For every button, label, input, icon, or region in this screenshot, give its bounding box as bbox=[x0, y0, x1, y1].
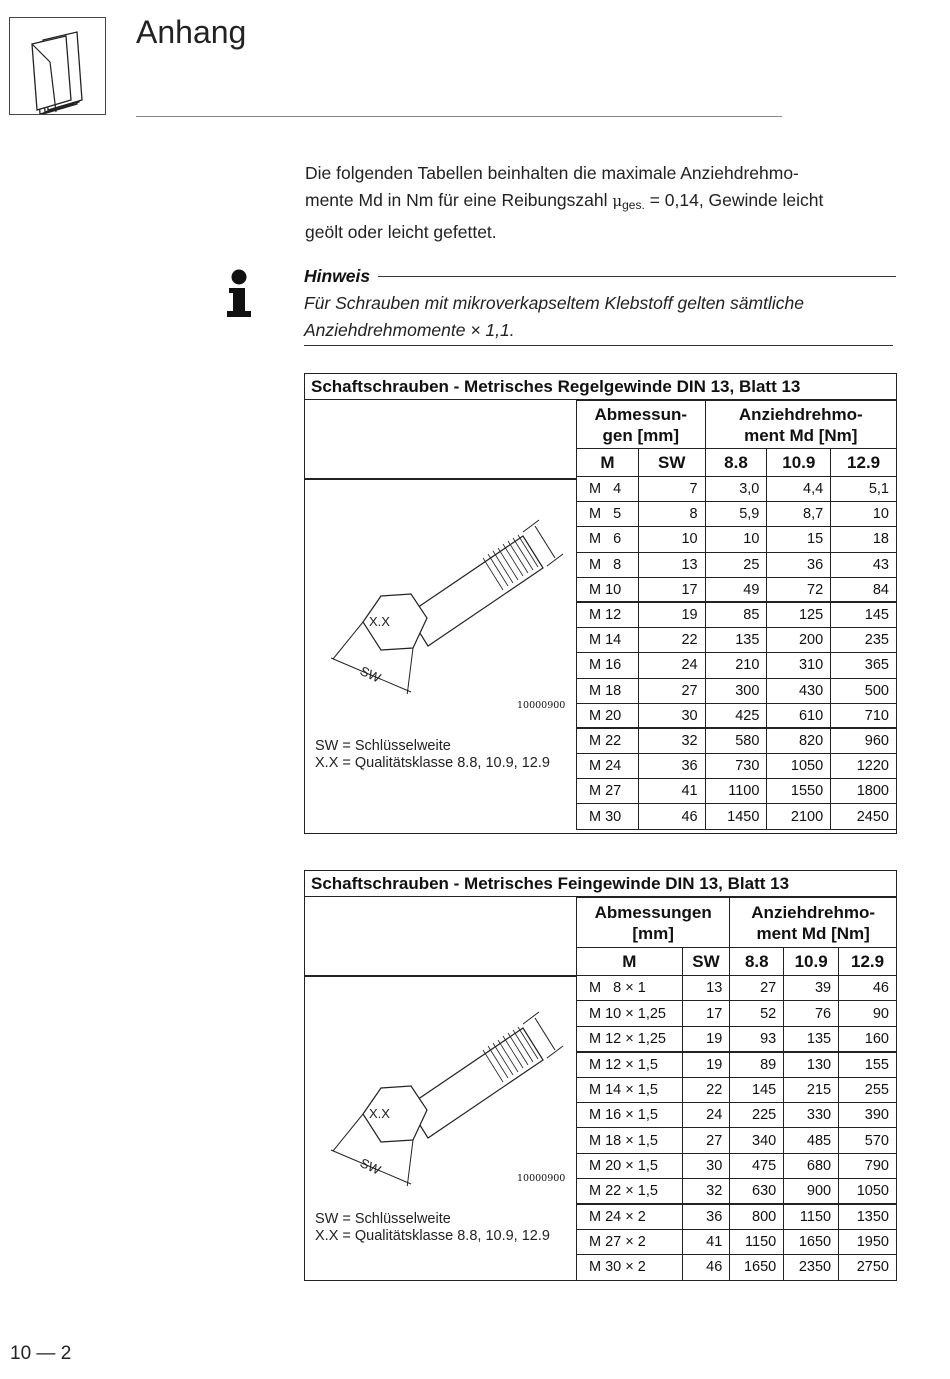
table-row bbox=[577, 577, 897, 602]
table-row bbox=[577, 976, 897, 1001]
value-cell: 425 bbox=[705, 703, 767, 728]
value-cell: 84 bbox=[831, 577, 897, 602]
value-cell: 10 bbox=[705, 527, 767, 552]
thread-size-cell: M 24 bbox=[577, 754, 639, 779]
value-cell: 2750 bbox=[839, 1255, 897, 1280]
value-cell: 900 bbox=[784, 1179, 839, 1204]
value-cell: 1650 bbox=[784, 1229, 839, 1254]
value-cell: 790 bbox=[839, 1153, 897, 1178]
table-row bbox=[577, 527, 897, 552]
value-cell: 1100 bbox=[705, 779, 767, 804]
table-row bbox=[577, 1026, 897, 1051]
value-cell: 580 bbox=[705, 728, 767, 753]
intro-text: mente Md in Nm für eine Reibungszahl bbox=[305, 190, 613, 210]
table-row bbox=[577, 653, 897, 678]
table-row bbox=[577, 779, 897, 804]
thread-size-cell: M 12 × 1,5 bbox=[577, 1052, 683, 1077]
thread-size-cell: M 8 × 1 bbox=[577, 976, 683, 1001]
value-cell: 27 bbox=[682, 1128, 730, 1153]
intro-text: = 0,14, Gewinde leicht bbox=[644, 190, 824, 210]
value-cell: 485 bbox=[784, 1128, 839, 1153]
value-cell: 430 bbox=[767, 678, 831, 703]
table-row bbox=[577, 628, 897, 653]
table-row bbox=[577, 1229, 897, 1254]
col-header: SW bbox=[638, 449, 705, 477]
chapter-icon-box bbox=[9, 17, 106, 115]
group-header-text: Anziehdrehmo-ment Md [Nm] bbox=[738, 404, 863, 445]
table-row bbox=[577, 1052, 897, 1077]
value-cell: 15 bbox=[767, 527, 831, 552]
drawing-code: 10000900 bbox=[517, 1173, 566, 1184]
col-header: 12.9 bbox=[839, 948, 897, 976]
value-cell: 130 bbox=[784, 1052, 839, 1077]
intro-paragraph bbox=[305, 160, 905, 246]
col-header: 10.9 bbox=[767, 449, 831, 477]
legend-line: X.X = Qualitätsklasse 8.8, 10.9, 12.9 bbox=[315, 1228, 550, 1244]
book-icon bbox=[10, 18, 105, 114]
value-cell: 145 bbox=[831, 602, 897, 627]
value-cell: 200 bbox=[767, 628, 831, 653]
value-cell: 89 bbox=[730, 1052, 784, 1077]
thread-size-cell: M 20 bbox=[577, 703, 639, 728]
value-cell: 36 bbox=[638, 754, 705, 779]
intro-line: geölt oder leicht gefettet. bbox=[305, 222, 497, 242]
value-cell: 19 bbox=[682, 1052, 730, 1077]
note-heading bbox=[304, 266, 896, 287]
table-row bbox=[577, 1102, 897, 1127]
quality-class-label: X.X bbox=[369, 614, 390, 629]
value-cell: 215 bbox=[784, 1077, 839, 1102]
value-cell: 32 bbox=[682, 1179, 730, 1204]
value-cell: 225 bbox=[730, 1102, 784, 1127]
thread-size-cell: M 12 × 1,25 bbox=[577, 1026, 683, 1051]
value-cell: 7 bbox=[638, 477, 705, 502]
value-cell: 135 bbox=[705, 628, 767, 653]
value-cell: 8 bbox=[638, 502, 705, 527]
thread-size-cell: M 10 bbox=[577, 577, 639, 602]
value-cell: 85 bbox=[705, 602, 767, 627]
title-divider bbox=[136, 116, 782, 117]
thread-size-cell: M 16 bbox=[577, 653, 639, 678]
table-row bbox=[577, 754, 897, 779]
table-title: Schaftschrauben - Metrisches Regelgewinde DIN 13, Blatt 13 bbox=[305, 374, 896, 400]
value-cell: 145 bbox=[730, 1077, 784, 1102]
value-cell: 10 bbox=[831, 502, 897, 527]
table-row bbox=[577, 1128, 897, 1153]
value-cell: 235 bbox=[831, 628, 897, 653]
value-cell: 27 bbox=[730, 976, 784, 1001]
value-cell: 610 bbox=[767, 703, 831, 728]
group-header-dimensions bbox=[577, 898, 730, 948]
value-cell: 93 bbox=[730, 1026, 784, 1051]
value-cell: 1650 bbox=[730, 1255, 784, 1280]
value-cell: 820 bbox=[767, 728, 831, 753]
legend bbox=[315, 1211, 550, 1245]
table-row bbox=[577, 1179, 897, 1204]
table-row bbox=[577, 552, 897, 577]
col-header: M bbox=[577, 948, 683, 976]
table-row bbox=[577, 502, 897, 527]
value-cell: 41 bbox=[682, 1229, 730, 1254]
group-header-dimensions bbox=[577, 401, 706, 449]
note-text bbox=[304, 290, 904, 344]
value-cell: 13 bbox=[638, 552, 705, 577]
bolt-drawing bbox=[323, 1006, 573, 1186]
thread-size-cell: M 22 bbox=[577, 728, 639, 753]
note-line: Für Schrauben mit mikroverkapseltem Klebstoff gelten sämtliche bbox=[304, 293, 804, 313]
torque-data-table bbox=[576, 400, 897, 830]
value-cell: 1800 bbox=[831, 779, 897, 804]
mu-symbol: μ bbox=[612, 192, 623, 210]
thread-size-cell: M 27 bbox=[577, 779, 639, 804]
value-cell: 10 bbox=[638, 527, 705, 552]
table-row bbox=[577, 703, 897, 728]
value-cell: 500 bbox=[831, 678, 897, 703]
value-cell: 1220 bbox=[831, 754, 897, 779]
table-row bbox=[577, 477, 897, 502]
value-cell: 5,1 bbox=[831, 477, 897, 502]
thread-size-cell: M 12 bbox=[577, 602, 639, 627]
value-cell: 135 bbox=[784, 1026, 839, 1051]
value-cell: 2100 bbox=[767, 804, 831, 829]
value-cell: 1150 bbox=[730, 1229, 784, 1254]
value-cell: 17 bbox=[638, 577, 705, 602]
value-cell: 255 bbox=[839, 1077, 897, 1102]
value-cell: 310 bbox=[767, 653, 831, 678]
wrench-size-label: SW bbox=[357, 1155, 384, 1178]
legend-line: SW = Schlüsselweite bbox=[315, 738, 451, 754]
note-bottom-rule bbox=[304, 345, 893, 346]
thread-size-cell: M 18 bbox=[577, 678, 639, 703]
thread-size-cell: M 30 × 2 bbox=[577, 1255, 683, 1280]
value-cell: 1450 bbox=[705, 804, 767, 829]
col-header: 12.9 bbox=[831, 449, 897, 477]
value-cell: 2350 bbox=[784, 1255, 839, 1280]
value-cell: 630 bbox=[730, 1179, 784, 1204]
table-body bbox=[577, 976, 897, 1281]
legend-line: X.X = Qualitätsklasse 8.8, 10.9, 12.9 bbox=[315, 755, 550, 771]
thread-size-cell: M 18 × 1,5 bbox=[577, 1128, 683, 1153]
value-cell: 330 bbox=[784, 1102, 839, 1127]
thread-size-cell: M 5 bbox=[577, 502, 639, 527]
col-header: 10.9 bbox=[784, 948, 839, 976]
value-cell: 22 bbox=[682, 1077, 730, 1102]
value-cell: 36 bbox=[682, 1204, 730, 1229]
value-cell: 475 bbox=[730, 1153, 784, 1178]
mu-subscript: ges. bbox=[622, 198, 645, 212]
value-cell: 1050 bbox=[767, 754, 831, 779]
table-row bbox=[577, 1001, 897, 1026]
value-cell: 30 bbox=[682, 1153, 730, 1178]
thread-size-cell: M 8 bbox=[577, 552, 639, 577]
torque-table-fine bbox=[304, 870, 897, 1281]
value-cell: 49 bbox=[705, 577, 767, 602]
figure-divider bbox=[305, 975, 577, 977]
torque-data-table bbox=[576, 897, 897, 1281]
value-cell: 8,7 bbox=[767, 502, 831, 527]
value-cell: 43 bbox=[831, 552, 897, 577]
value-cell: 72 bbox=[767, 577, 831, 602]
value-cell: 36 bbox=[767, 552, 831, 577]
value-cell: 30 bbox=[638, 703, 705, 728]
col-header: 8.8 bbox=[730, 948, 784, 976]
table-row bbox=[577, 1255, 897, 1280]
legend-line: SW = Schlüsselweite bbox=[315, 1211, 451, 1227]
value-cell: 730 bbox=[705, 754, 767, 779]
value-cell: 710 bbox=[831, 703, 897, 728]
table-column-header bbox=[577, 449, 897, 477]
group-header-text: Anziehdrehmo-ment Md [Nm] bbox=[751, 902, 876, 943]
value-cell: 13 bbox=[682, 976, 730, 1001]
value-cell: 18 bbox=[831, 527, 897, 552]
page-number: 10 — 2 bbox=[10, 1343, 72, 1364]
thread-size-cell: M 14 bbox=[577, 628, 639, 653]
value-cell: 300 bbox=[705, 678, 767, 703]
table-row bbox=[577, 602, 897, 627]
value-cell: 570 bbox=[839, 1128, 897, 1153]
value-cell: 4,4 bbox=[767, 477, 831, 502]
group-header-torque bbox=[705, 401, 896, 449]
col-header: SW bbox=[682, 948, 730, 976]
value-cell: 1150 bbox=[784, 1204, 839, 1229]
chapter-title: Anhang bbox=[136, 14, 247, 50]
table-row bbox=[577, 1153, 897, 1178]
wrench-size-label: SW bbox=[357, 663, 384, 686]
value-cell: 155 bbox=[839, 1052, 897, 1077]
note-line: Anziehdrehmomente × 1,1. bbox=[304, 320, 515, 340]
value-cell: 3,0 bbox=[705, 477, 767, 502]
table-group-header bbox=[577, 898, 897, 948]
thread-size-cell: M 4 bbox=[577, 477, 639, 502]
value-cell: 960 bbox=[831, 728, 897, 753]
bolt-drawing bbox=[323, 514, 573, 694]
value-cell: 680 bbox=[784, 1153, 839, 1178]
value-cell: 22 bbox=[638, 628, 705, 653]
value-cell: 52 bbox=[730, 1001, 784, 1026]
value-cell: 1050 bbox=[839, 1179, 897, 1204]
value-cell: 25 bbox=[705, 552, 767, 577]
value-cell: 365 bbox=[831, 653, 897, 678]
drawing-code: 10000900 bbox=[517, 700, 566, 711]
value-cell: 24 bbox=[638, 653, 705, 678]
value-cell: 1550 bbox=[767, 779, 831, 804]
group-header-text: Abmessungen [mm] bbox=[594, 902, 712, 943]
table-row bbox=[577, 1077, 897, 1102]
value-cell: 210 bbox=[705, 653, 767, 678]
note-heading-label: Hinweis bbox=[304, 266, 371, 286]
value-cell: 2450 bbox=[831, 804, 897, 829]
table-group-header bbox=[577, 401, 897, 449]
thread-size-cell: M 20 × 1,5 bbox=[577, 1153, 683, 1178]
group-header-text: Abmessun-gen [mm] bbox=[594, 404, 688, 445]
value-cell: 90 bbox=[839, 1001, 897, 1026]
intro-line bbox=[305, 187, 905, 219]
value-cell: 46 bbox=[682, 1255, 730, 1280]
value-cell: 390 bbox=[839, 1102, 897, 1127]
table-row bbox=[577, 728, 897, 753]
quality-class-label: X.X bbox=[369, 1106, 390, 1121]
thread-size-cell: M 30 bbox=[577, 804, 639, 829]
value-cell: 76 bbox=[784, 1001, 839, 1026]
value-cell: 27 bbox=[638, 678, 705, 703]
thread-size-cell: M 16 × 1,5 bbox=[577, 1102, 683, 1127]
note-heading-rule bbox=[378, 276, 896, 277]
legend bbox=[315, 738, 550, 772]
table-title: Schaftschrauben - Metrisches Feingewinde DIN 13, Blatt 13 bbox=[305, 871, 896, 897]
value-cell: 1950 bbox=[839, 1229, 897, 1254]
table-body bbox=[577, 477, 897, 830]
value-cell: 39 bbox=[784, 976, 839, 1001]
value-cell: 800 bbox=[730, 1204, 784, 1229]
value-cell: 19 bbox=[638, 602, 705, 627]
value-cell: 5,9 bbox=[705, 502, 767, 527]
figure-divider bbox=[305, 478, 577, 480]
group-header-torque bbox=[730, 898, 897, 948]
thread-size-cell: M 6 bbox=[577, 527, 639, 552]
table-row bbox=[577, 678, 897, 703]
value-cell: 41 bbox=[638, 779, 705, 804]
value-cell: 46 bbox=[839, 976, 897, 1001]
table-column-header bbox=[577, 948, 897, 976]
value-cell: 160 bbox=[839, 1026, 897, 1051]
thread-size-cell: M 24 × 2 bbox=[577, 1204, 683, 1229]
table-row bbox=[577, 804, 897, 829]
value-cell: 46 bbox=[638, 804, 705, 829]
value-cell: 24 bbox=[682, 1102, 730, 1127]
info-icon bbox=[224, 268, 254, 320]
col-header: 8.8 bbox=[705, 449, 767, 477]
col-header: M bbox=[577, 449, 639, 477]
value-cell: 32 bbox=[638, 728, 705, 753]
value-cell: 17 bbox=[682, 1001, 730, 1026]
value-cell: 125 bbox=[767, 602, 831, 627]
value-cell: 19 bbox=[682, 1026, 730, 1051]
value-cell: 1350 bbox=[839, 1204, 897, 1229]
thread-size-cell: M 22 × 1,5 bbox=[577, 1179, 683, 1204]
thread-size-cell: M 10 × 1,25 bbox=[577, 1001, 683, 1026]
thread-size-cell: M 14 × 1,5 bbox=[577, 1077, 683, 1102]
intro-line: Die folgenden Tabellen beinhalten die maximale Anziehdrehmo- bbox=[305, 163, 799, 183]
torque-table-coarse bbox=[304, 373, 897, 834]
value-cell: 340 bbox=[730, 1128, 784, 1153]
thread-size-cell: M 27 × 2 bbox=[577, 1229, 683, 1254]
table-row bbox=[577, 1204, 897, 1229]
